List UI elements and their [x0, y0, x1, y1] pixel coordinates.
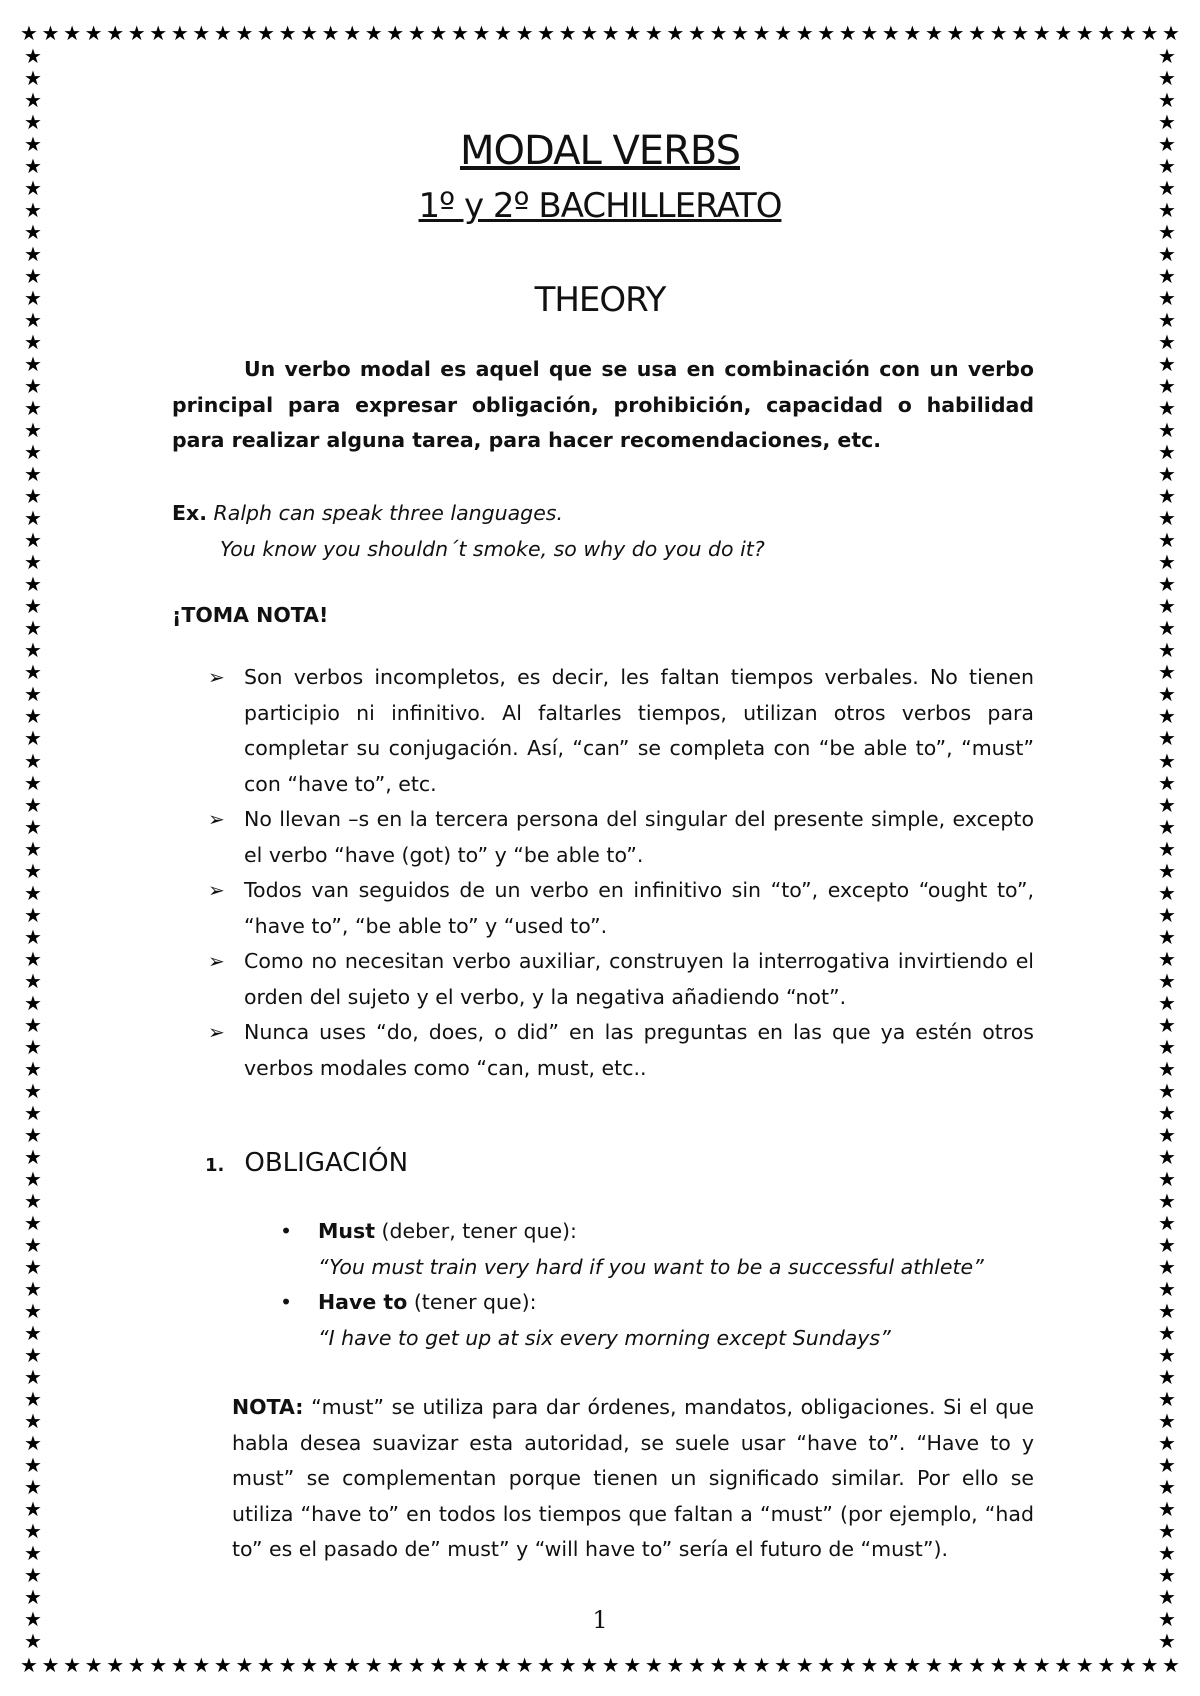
star-icon: ★ — [731, 1653, 749, 1677]
star-icon: ★ — [24, 1078, 42, 1103]
star-icon: ★ — [24, 594, 42, 619]
star-icon: ★ — [1158, 242, 1176, 267]
star-icon: ★ — [24, 242, 42, 267]
star-icon: ★ — [1032, 1653, 1051, 1677]
star-icon: ★ — [24, 1475, 42, 1500]
star-icon: ★ — [24, 1254, 42, 1279]
star-icon: ★ — [1158, 484, 1176, 509]
bullet-dot-icon: • — [280, 1219, 293, 1243]
star-icon: ★ — [24, 506, 42, 531]
intro-paragraph: Un verbo modal es aquel que se usa en combinación con un verbo principal para expresar obligación, prohibición, capacidad o habilidad para realizar alguna tarea, para hacer recomendaciones, etc. — [172, 357, 1034, 452]
star-icon: ★ — [450, 21, 469, 45]
star-icon: ★ — [1158, 176, 1176, 201]
star-icon: ★ — [450, 1653, 469, 1677]
star-icon: ★ — [1158, 1607, 1176, 1632]
star-icon: ★ — [24, 374, 42, 399]
star-icon: ★ — [84, 21, 103, 45]
star-icon: ★ — [24, 1629, 42, 1652]
star-icon: ★ — [24, 968, 42, 993]
star-icon: ★ — [1158, 682, 1176, 707]
star-icon: ★ — [817, 1653, 836, 1677]
star-icon: ★ — [968, 21, 986, 45]
star-icon: ★ — [1158, 220, 1176, 245]
list-item: ➢ No llevan –s en la tercera persona del singular del presente simple, excepto el verbo “have (got) to” y “be able to”. — [172, 802, 1034, 873]
star-icon: ★ — [429, 21, 448, 45]
star-icon: ★ — [24, 176, 42, 201]
star-icon: ★ — [731, 21, 749, 45]
star-icon: ★ — [1158, 1585, 1176, 1610]
list-item: ➢ Son verbos incompletos, es decir, les faltan tiempos verbales. No tienen participio ni infinitivo. Al faltarles tiempos, utilizan otros verbos para completar su conjugación. Así, “can” se completa con “be able to”, “must” con “have to”, etc. — [172, 660, 1034, 802]
example-sentence: “I have to get up at six every morning except Sundays” — [318, 1325, 891, 1350]
star-icon: ★ — [1075, 21, 1094, 45]
star-icon: ★ — [709, 21, 728, 45]
star-icon: ★ — [24, 462, 42, 487]
star-icon: ★ — [1158, 1034, 1176, 1059]
star-icon: ★ — [1158, 1276, 1176, 1301]
star-icon: ★ — [1097, 21, 1116, 45]
star-icon: ★ — [795, 1653, 814, 1677]
star-icon: ★ — [1158, 704, 1176, 729]
star-icon: ★ — [1158, 968, 1176, 993]
star-icon: ★ — [494, 21, 512, 45]
star-icon: ★ — [601, 1653, 620, 1677]
obligation-list — [280, 1214, 1038, 1356]
star-icon: ★ — [1158, 1497, 1176, 1522]
star-icon: ★ — [364, 1653, 383, 1677]
star-icon: ★ — [472, 1653, 491, 1677]
list-item: • Must (deber, tener que): “You must train very hard if you want to be a successful athlete” — [318, 1214, 1038, 1285]
star-icon: ★ — [1158, 1364, 1176, 1389]
star-icon: ★ — [407, 1653, 426, 1677]
example-line-1: Ralph can speak three languages. — [213, 501, 564, 525]
star-icon: ★ — [170, 1653, 189, 1677]
example-line-2: You know you shouldn´t smoke, so why do you do it? — [220, 536, 765, 561]
star-icon: ★ — [1158, 440, 1176, 465]
star-icon: ★ — [1158, 462, 1176, 487]
star-icon: ★ — [24, 286, 42, 311]
star-icon: ★ — [24, 220, 42, 245]
star-icon: ★ — [558, 21, 577, 45]
star-icon: ★ — [1158, 858, 1176, 883]
star-icon: ★ — [24, 902, 42, 927]
star-icon: ★ — [24, 572, 42, 597]
star-icon: ★ — [881, 1653, 900, 1677]
star-icon: ★ — [795, 21, 814, 45]
star-icon: ★ — [24, 1585, 42, 1610]
star-icon: ★ — [601, 21, 620, 45]
star-icon: ★ — [1158, 1144, 1176, 1169]
star-icon: ★ — [989, 21, 1008, 45]
star-icon: ★ — [1158, 286, 1176, 311]
star-icon: ★ — [1158, 770, 1176, 795]
star-icon: ★ — [558, 1653, 577, 1677]
star-icon: ★ — [24, 1210, 42, 1235]
star-icon: ★ — [24, 1364, 42, 1389]
star-icon: ★ — [24, 704, 42, 729]
star-icon: ★ — [24, 1122, 42, 1147]
star-icon: ★ — [235, 1653, 254, 1677]
star-icon: ★ — [1011, 21, 1030, 45]
star-icon: ★ — [24, 990, 42, 1015]
star-icon: ★ — [24, 1497, 42, 1522]
star-icon: ★ — [1158, 396, 1176, 421]
star-icon: ★ — [213, 21, 232, 45]
arrow-bullet-icon: ➢ — [208, 949, 225, 973]
star-icon: ★ — [1158, 66, 1176, 91]
star-icon: ★ — [192, 21, 211, 45]
star-icon: ★ — [24, 308, 42, 333]
star-icon: ★ — [24, 1166, 42, 1191]
star-icon: ★ — [1158, 154, 1176, 179]
star-icon: ★ — [1158, 1188, 1176, 1213]
star-icon: ★ — [24, 528, 42, 553]
star-icon: ★ — [687, 1653, 706, 1677]
star-icon: ★ — [623, 1653, 642, 1677]
star-icon: ★ — [24, 1188, 42, 1213]
star-icon: ★ — [24, 1563, 42, 1588]
star-icon: ★ — [24, 1519, 42, 1544]
example-label: Ex. — [172, 501, 208, 525]
star-icon: ★ — [24, 660, 42, 685]
star-icon: ★ — [24, 396, 42, 421]
star-icon: ★ — [24, 154, 42, 179]
star-icon: ★ — [24, 1056, 42, 1081]
star-icon: ★ — [580, 1653, 599, 1677]
star-icon: ★ — [1158, 1210, 1176, 1235]
star-icon: ★ — [1118, 21, 1137, 45]
star-icon: ★ — [1158, 1078, 1176, 1103]
star-icon: ★ — [1158, 638, 1176, 663]
star-icon: ★ — [1158, 1475, 1176, 1500]
star-icon: ★ — [386, 21, 405, 45]
example-sentence: “You must train very hard if you want to be a successful athlete” — [318, 1254, 984, 1279]
star-icon: ★ — [924, 1653, 943, 1677]
nota-label: NOTA: — [232, 1395, 304, 1419]
star-icon: ★ — [860, 1653, 879, 1677]
top-star-border — [20, 20, 1180, 46]
star-icon: ★ — [989, 1653, 1008, 1677]
star-icon: ★ — [1158, 1541, 1176, 1566]
star-icon: ★ — [1158, 1320, 1176, 1345]
star-icon: ★ — [1158, 1012, 1176, 1037]
star-icon: ★ — [24, 814, 42, 839]
star-icon: ★ — [1158, 1519, 1176, 1544]
star-icon: ★ — [84, 1653, 103, 1677]
star-icon: ★ — [24, 330, 42, 355]
star-icon: ★ — [1158, 1408, 1176, 1433]
list-item: ➢ Como no necesitan verbo auxiliar, construyen la interrogativa invirtiendo el orden del sujeto y el verbo, y la negativa añadiendo “not”. — [172, 944, 1034, 1015]
star-icon: ★ — [321, 21, 340, 45]
star-icon: ★ — [1161, 21, 1180, 45]
star-icon: ★ — [24, 616, 42, 641]
star-icon: ★ — [1158, 748, 1176, 773]
star-icon: ★ — [24, 1342, 42, 1367]
star-icon: ★ — [472, 21, 491, 45]
star-icon: ★ — [407, 21, 426, 45]
star-icon: ★ — [968, 1653, 986, 1677]
star-icon: ★ — [1158, 880, 1176, 905]
star-icon: ★ — [106, 1653, 125, 1677]
star-icon: ★ — [20, 1653, 38, 1677]
star-icon: ★ — [149, 21, 168, 45]
star-icon: ★ — [1158, 1100, 1176, 1125]
star-icon: ★ — [343, 21, 362, 45]
star-icon: ★ — [24, 770, 42, 795]
star-icon: ★ — [257, 1653, 275, 1677]
star-icon: ★ — [24, 924, 42, 949]
star-icon: ★ — [24, 1012, 42, 1037]
star-icon: ★ — [1158, 46, 1176, 68]
star-icon: ★ — [838, 1653, 857, 1677]
star-icon: ★ — [903, 21, 922, 45]
star-icon: ★ — [235, 21, 254, 45]
star-icon: ★ — [752, 21, 771, 45]
star-icon: ★ — [494, 1653, 512, 1677]
star-icon: ★ — [24, 1320, 42, 1345]
star-icon: ★ — [1097, 1653, 1116, 1677]
star-icon: ★ — [300, 1653, 319, 1677]
star-icon: ★ — [1158, 572, 1176, 597]
star-icon: ★ — [1158, 506, 1176, 531]
star-icon: ★ — [24, 1386, 42, 1411]
star-icon: ★ — [429, 1653, 448, 1677]
star-icon: ★ — [644, 21, 663, 45]
star-icon: ★ — [24, 110, 42, 135]
star-icon: ★ — [24, 1100, 42, 1125]
list-item: ➢ Todos van seguidos de un verbo en infinitivo sin “to”, excepto “ought to”, “have to”, “be able to” y “used to”. — [172, 873, 1034, 944]
star-icon: ★ — [24, 946, 42, 971]
bottom-star-border — [20, 1652, 1180, 1678]
star-icon: ★ — [41, 1653, 60, 1677]
star-icon: ★ — [386, 1653, 405, 1677]
star-icon: ★ — [1140, 1653, 1159, 1677]
page-subtitle: 1º y 2º BACHILLERATO — [418, 186, 782, 226]
star-icon: ★ — [1158, 264, 1176, 289]
star-icon: ★ — [666, 1653, 685, 1677]
star-icon: ★ — [623, 21, 642, 45]
star-icon: ★ — [1158, 132, 1176, 157]
star-icon: ★ — [24, 880, 42, 905]
star-icon: ★ — [24, 1430, 42, 1455]
star-icon: ★ — [24, 440, 42, 465]
star-icon: ★ — [1158, 902, 1176, 927]
star-icon: ★ — [364, 21, 383, 45]
star-icon: ★ — [24, 1276, 42, 1301]
star-icon: ★ — [1032, 21, 1051, 45]
star-icon: ★ — [24, 1607, 42, 1632]
star-icon: ★ — [24, 792, 42, 817]
star-icon: ★ — [1054, 21, 1073, 45]
star-icon: ★ — [1158, 308, 1176, 333]
star-icon: ★ — [1158, 660, 1176, 685]
star-icon: ★ — [192, 1653, 211, 1677]
example-block — [172, 496, 1034, 567]
star-icon: ★ — [170, 21, 189, 45]
theory-heading: THEORY — [534, 280, 666, 320]
star-icon: ★ — [1158, 1254, 1176, 1279]
star-icon: ★ — [1158, 374, 1176, 399]
star-icon: ★ — [24, 198, 42, 223]
star-icon: ★ — [515, 1653, 534, 1677]
star-icon: ★ — [1158, 946, 1176, 971]
star-icon: ★ — [257, 21, 275, 45]
star-icon: ★ — [1158, 594, 1176, 619]
star-icon: ★ — [24, 352, 42, 377]
star-icon: ★ — [149, 1653, 168, 1677]
star-icon: ★ — [860, 21, 879, 45]
star-icon: ★ — [1158, 1629, 1176, 1652]
star-icon: ★ — [1158, 352, 1176, 377]
star-icon: ★ — [1158, 1453, 1176, 1477]
star-icon: ★ — [213, 1653, 232, 1677]
section-heading-obligacion — [205, 1148, 408, 1178]
star-icon: ★ — [24, 46, 42, 68]
star-icon: ★ — [1158, 418, 1176, 443]
star-icon: ★ — [41, 21, 60, 45]
list-item: ➢ Nunca uses “do, does, o did” en las preguntas en las que ya estén otros verbos modales como “can, must, etc.. — [172, 1015, 1034, 1086]
star-icon: ★ — [1118, 1653, 1137, 1677]
star-icon: ★ — [1158, 1430, 1176, 1455]
star-icon: ★ — [24, 1453, 42, 1477]
arrow-bullet-icon: ➢ — [208, 807, 225, 831]
star-icon: ★ — [1158, 1342, 1176, 1367]
star-icon: ★ — [515, 21, 534, 45]
star-icon: ★ — [709, 1653, 728, 1677]
star-icon: ★ — [106, 21, 125, 45]
star-icon: ★ — [774, 1653, 793, 1677]
star-icon: ★ — [838, 21, 857, 45]
star-icon: ★ — [63, 1653, 82, 1677]
star-icon: ★ — [537, 1653, 556, 1677]
star-icon: ★ — [24, 132, 42, 157]
star-icon: ★ — [24, 1232, 42, 1257]
star-icon: ★ — [1158, 814, 1176, 839]
star-icon: ★ — [1158, 1056, 1176, 1081]
page-title: MODAL VERBS — [459, 128, 740, 174]
star-icon: ★ — [24, 682, 42, 707]
star-icon: ★ — [817, 21, 836, 45]
star-icon: ★ — [24, 748, 42, 773]
notes-list — [172, 660, 1034, 1086]
star-icon: ★ — [1158, 1386, 1176, 1411]
star-icon: ★ — [20, 21, 38, 45]
star-icon: ★ — [1158, 726, 1176, 751]
star-icon: ★ — [687, 21, 706, 45]
star-icon: ★ — [24, 858, 42, 883]
section-title: OBLIGACIÓN — [244, 1148, 409, 1178]
star-icon: ★ — [924, 21, 943, 45]
star-icon: ★ — [24, 836, 42, 861]
star-icon: ★ — [666, 21, 685, 45]
star-icon: ★ — [24, 88, 42, 113]
star-icon: ★ — [1158, 836, 1176, 861]
star-icon: ★ — [752, 1653, 771, 1677]
arrow-bullet-icon: ➢ — [208, 665, 225, 689]
star-icon: ★ — [537, 21, 556, 45]
star-icon: ★ — [1158, 616, 1176, 641]
star-icon: ★ — [946, 1653, 965, 1677]
star-icon: ★ — [24, 550, 42, 575]
arrow-bullet-icon: ➢ — [208, 878, 225, 902]
star-icon: ★ — [127, 1653, 146, 1677]
star-icon: ★ — [1158, 924, 1176, 949]
star-icon: ★ — [1158, 1563, 1176, 1588]
star-icon: ★ — [1158, 88, 1176, 113]
star-icon: ★ — [1158, 1122, 1176, 1147]
toma-nota-heading: ¡TOMA NOTA! — [172, 603, 329, 627]
star-icon: ★ — [1140, 21, 1159, 45]
star-icon: ★ — [1011, 1653, 1030, 1677]
star-icon: ★ — [24, 726, 42, 751]
star-icon: ★ — [1158, 792, 1176, 817]
star-icon: ★ — [946, 21, 965, 45]
list-item: • Have to (tener que): “I have to get up at six every morning except Sundays” — [318, 1285, 1038, 1356]
star-icon: ★ — [1158, 550, 1176, 575]
star-icon: ★ — [881, 21, 900, 45]
star-icon: ★ — [278, 21, 297, 45]
star-icon: ★ — [24, 1144, 42, 1169]
star-icon: ★ — [1158, 110, 1176, 135]
star-icon: ★ — [24, 484, 42, 509]
nota-paragraph: NOTA: “must” se utiliza para dar órdenes, mandatos, obligaciones. Si el que habla desea suavizar esta autoridad, se suele usar “have to”. “Have to y must” se complementan porque tienen un significado similar. Por ello se utiliza “have to” en todos los tiempos que faltan a “must” (por ejemplo, “had to” es el pasado de” must” y “will have to” sería el futuro de “must”). — [232, 1395, 1034, 1561]
arrow-bullet-icon: ➢ — [208, 1020, 225, 1044]
star-icon: ★ — [644, 1653, 663, 1677]
star-icon: ★ — [24, 1541, 42, 1566]
star-icon: ★ — [1158, 990, 1176, 1015]
star-icon: ★ — [580, 21, 599, 45]
page-number: 1 — [592, 1606, 608, 1634]
star-icon: ★ — [1158, 528, 1176, 553]
star-icon: ★ — [24, 1298, 42, 1323]
star-icon: ★ — [63, 21, 82, 45]
star-icon: ★ — [127, 21, 146, 45]
star-icon: ★ — [343, 1653, 362, 1677]
section-number: 1. — [205, 1155, 225, 1176]
star-icon: ★ — [321, 1653, 340, 1677]
star-icon: ★ — [24, 1034, 42, 1059]
star-icon: ★ — [774, 21, 793, 45]
star-icon: ★ — [1158, 1166, 1176, 1191]
star-icon: ★ — [278, 1653, 297, 1677]
star-icon: ★ — [903, 1653, 922, 1677]
star-icon: ★ — [1075, 1653, 1094, 1677]
star-icon: ★ — [1161, 1653, 1180, 1677]
star-icon: ★ — [1158, 198, 1176, 223]
star-icon: ★ — [1054, 1653, 1073, 1677]
bullet-dot-icon: • — [280, 1290, 293, 1314]
star-icon: ★ — [24, 638, 42, 663]
star-icon: ★ — [24, 1408, 42, 1433]
star-icon: ★ — [300, 21, 319, 45]
star-icon: ★ — [1158, 1298, 1176, 1323]
star-icon: ★ — [1158, 330, 1176, 355]
star-icon: ★ — [24, 264, 42, 289]
star-icon: ★ — [1158, 1232, 1176, 1257]
star-icon: ★ — [24, 418, 42, 443]
star-icon: ★ — [24, 66, 42, 91]
